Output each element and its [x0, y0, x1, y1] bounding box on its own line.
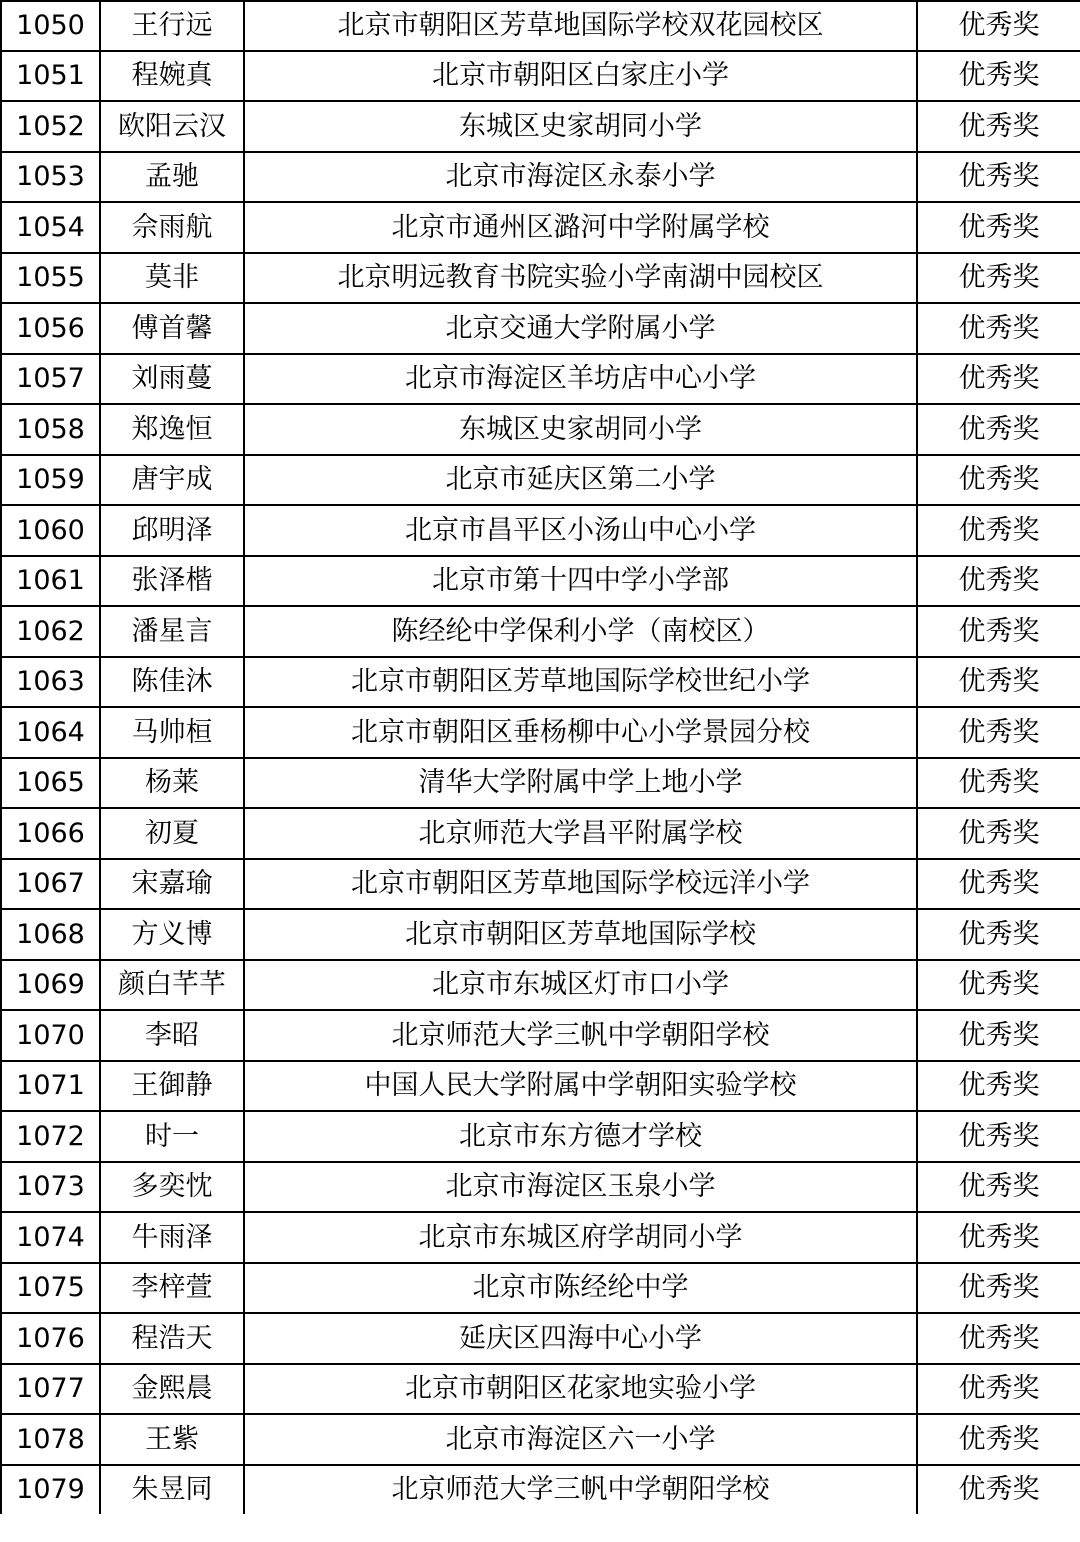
student-name-cell: 程婉真 [100, 51, 244, 102]
award-level-cell: 优秀奖 [917, 556, 1080, 607]
student-name-cell: 刘雨蔓 [100, 354, 244, 405]
award-level-cell: 优秀奖 [917, 505, 1080, 556]
award-level-cell: 优秀奖 [917, 1010, 1080, 1061]
school-name-cell: 清华大学附属中学上地小学 [244, 758, 917, 809]
table-row [1, 758, 1080, 809]
student-name-cell: 方义博 [100, 909, 244, 960]
student-name-cell: 佘雨航 [100, 202, 244, 253]
entry-number-cell: 1051 [1, 51, 100, 102]
student-name-cell: 牛雨泽 [100, 1212, 244, 1263]
school-name-cell: 北京市海淀区玉泉小学 [244, 1162, 917, 1213]
table-row [1, 808, 1080, 859]
table-row [1, 1010, 1080, 1061]
table-row [1, 1364, 1080, 1415]
entry-number-cell: 1065 [1, 758, 100, 809]
student-name-cell: 时一 [100, 1111, 244, 1162]
student-name-cell: 初夏 [100, 808, 244, 859]
entry-number-cell: 1057 [1, 354, 100, 405]
table-row [1, 707, 1080, 758]
award-level-cell: 优秀奖 [917, 253, 1080, 304]
school-name-cell: 延庆区四海中心小学 [244, 1313, 917, 1364]
entry-number-cell: 1064 [1, 707, 100, 758]
entry-number-cell: 1073 [1, 1162, 100, 1213]
entry-number-cell: 1076 [1, 1313, 100, 1364]
entry-number-cell: 1078 [1, 1414, 100, 1465]
student-name-cell: 多奕忱 [100, 1162, 244, 1213]
student-name-cell: 陈佳沐 [100, 657, 244, 708]
student-name-cell: 马帅桓 [100, 707, 244, 758]
award-level-cell: 优秀奖 [917, 303, 1080, 354]
award-level-cell: 优秀奖 [917, 960, 1080, 1011]
student-name-cell: 王紫 [100, 1414, 244, 1465]
student-name-cell: 莫非 [100, 253, 244, 304]
student-name-cell: 傅首馨 [100, 303, 244, 354]
table-row [1, 960, 1080, 1011]
school-name-cell: 北京市东城区灯市口小学 [244, 960, 917, 1011]
school-name-cell: 北京市通州区潞河中学附属学校 [244, 202, 917, 253]
entry-number-cell: 1062 [1, 606, 100, 657]
school-name-cell: 北京市海淀区羊坊店中心小学 [244, 354, 917, 405]
school-name-cell: 陈经纶中学保利小学（南校区） [244, 606, 917, 657]
entry-number-cell: 1075 [1, 1263, 100, 1314]
award-level-cell: 优秀奖 [917, 202, 1080, 253]
student-name-cell: 邱明泽 [100, 505, 244, 556]
award-level-cell: 优秀奖 [917, 859, 1080, 910]
student-name-cell: 杨莱 [100, 758, 244, 809]
table-row [1, 152, 1080, 203]
award-level-cell: 优秀奖 [917, 1313, 1080, 1364]
table-row [1, 303, 1080, 354]
award-level-cell: 优秀奖 [917, 1263, 1080, 1314]
school-name-cell: 北京市朝阳区芳草地国际学校远洋小学 [244, 859, 917, 910]
school-name-cell: 北京市朝阳区花家地实验小学 [244, 1364, 917, 1415]
student-name-cell: 张泽楷 [100, 556, 244, 607]
school-name-cell: 北京市第十四中学小学部 [244, 556, 917, 607]
entry-number-cell: 1055 [1, 253, 100, 304]
table-row [1, 606, 1080, 657]
award-table-body [1, 1, 1080, 1514]
student-name-cell: 潘星言 [100, 606, 244, 657]
entry-number-cell: 1072 [1, 1111, 100, 1162]
student-name-cell: 欧阳云汉 [100, 101, 244, 152]
school-name-cell: 北京市朝阳区垂杨柳中心小学景园分校 [244, 707, 917, 758]
entry-number-cell: 1060 [1, 505, 100, 556]
award-level-cell: 优秀奖 [917, 354, 1080, 405]
school-name-cell: 东城区史家胡同小学 [244, 404, 917, 455]
award-level-cell: 优秀奖 [917, 1111, 1080, 1162]
entry-number-cell: 1066 [1, 808, 100, 859]
student-name-cell: 孟驰 [100, 152, 244, 203]
school-name-cell: 北京市东城区府学胡同小学 [244, 1212, 917, 1263]
table-row [1, 909, 1080, 960]
table-row [1, 859, 1080, 910]
award-level-cell: 优秀奖 [917, 808, 1080, 859]
award-level-cell: 优秀奖 [917, 1364, 1080, 1415]
award-level-cell: 优秀奖 [917, 1061, 1080, 1112]
entry-number-cell: 1052 [1, 101, 100, 152]
table-row [1, 1111, 1080, 1162]
entry-number-cell: 1071 [1, 1061, 100, 1112]
award-level-cell: 优秀奖 [917, 455, 1080, 506]
award-level-cell: 优秀奖 [917, 404, 1080, 455]
student-name-cell: 程浩天 [100, 1313, 244, 1364]
table-row [1, 556, 1080, 607]
school-name-cell: 北京市陈经纶中学 [244, 1263, 917, 1314]
student-name-cell: 金熙晨 [100, 1364, 244, 1415]
table-row [1, 1465, 1080, 1515]
student-name-cell: 朱昱同 [100, 1465, 244, 1515]
school-name-cell: 北京师范大学三帆中学朝阳学校 [244, 1010, 917, 1061]
entry-number-cell: 1056 [1, 303, 100, 354]
student-name-cell: 李昭 [100, 1010, 244, 1061]
award-level-cell: 优秀奖 [917, 707, 1080, 758]
school-name-cell: 北京市朝阳区芳草地国际学校双花园校区 [244, 1, 917, 51]
student-name-cell: 郑逸恒 [100, 404, 244, 455]
school-name-cell: 北京市海淀区永泰小学 [244, 152, 917, 203]
table-row [1, 1212, 1080, 1263]
award-level-cell: 优秀奖 [917, 51, 1080, 102]
table-row [1, 354, 1080, 405]
school-name-cell: 北京师范大学昌平附属学校 [244, 808, 917, 859]
table-row [1, 404, 1080, 455]
school-name-cell: 北京市昌平区小汤山中心小学 [244, 505, 917, 556]
table-row [1, 1414, 1080, 1465]
table-row [1, 202, 1080, 253]
school-name-cell: 北京市延庆区第二小学 [244, 455, 917, 506]
table-row [1, 1313, 1080, 1364]
table-row [1, 1, 1080, 51]
entry-number-cell: 1053 [1, 152, 100, 203]
school-name-cell: 北京市东方德才学校 [244, 1111, 917, 1162]
student-name-cell: 王御静 [100, 1061, 244, 1112]
school-name-cell: 北京市海淀区六一小学 [244, 1414, 917, 1465]
entry-number-cell: 1068 [1, 909, 100, 960]
table-row [1, 1162, 1080, 1213]
table-row [1, 455, 1080, 506]
table-row [1, 1061, 1080, 1112]
award-level-cell: 优秀奖 [917, 1, 1080, 51]
award-level-cell: 优秀奖 [917, 152, 1080, 203]
entry-number-cell: 1079 [1, 1465, 100, 1515]
student-name-cell: 王行远 [100, 1, 244, 51]
school-name-cell: 北京明远教育书院实验小学南湖中园校区 [244, 253, 917, 304]
entry-number-cell: 1063 [1, 657, 100, 708]
award-level-cell: 优秀奖 [917, 909, 1080, 960]
student-name-cell: 李梓萱 [100, 1263, 244, 1314]
school-name-cell: 北京师范大学三帆中学朝阳学校 [244, 1465, 917, 1515]
entry-number-cell: 1077 [1, 1364, 100, 1415]
school-name-cell: 北京交通大学附属小学 [244, 303, 917, 354]
entry-number-cell: 1059 [1, 455, 100, 506]
table-row [1, 1263, 1080, 1314]
award-level-cell: 优秀奖 [917, 1162, 1080, 1213]
school-name-cell: 中国人民大学附属中学朝阳实验学校 [244, 1061, 917, 1112]
table-row [1, 51, 1080, 102]
award-level-cell: 优秀奖 [917, 1414, 1080, 1465]
student-name-cell: 唐宇成 [100, 455, 244, 506]
entry-number-cell: 1061 [1, 556, 100, 607]
table-row [1, 505, 1080, 556]
entry-number-cell: 1054 [1, 202, 100, 253]
award-level-cell: 优秀奖 [917, 1465, 1080, 1515]
entry-number-cell: 1058 [1, 404, 100, 455]
table-row [1, 253, 1080, 304]
award-level-cell: 优秀奖 [917, 606, 1080, 657]
school-name-cell: 北京市朝阳区芳草地国际学校世纪小学 [244, 657, 917, 708]
student-name-cell: 颜白芊芊 [100, 960, 244, 1011]
table-row [1, 101, 1080, 152]
table-row [1, 657, 1080, 708]
school-name-cell: 北京市朝阳区白家庄小学 [244, 51, 917, 102]
award-level-cell: 优秀奖 [917, 1212, 1080, 1263]
entry-number-cell: 1069 [1, 960, 100, 1011]
award-level-cell: 优秀奖 [917, 657, 1080, 708]
award-level-cell: 优秀奖 [917, 758, 1080, 809]
school-name-cell: 北京市朝阳区芳草地国际学校 [244, 909, 917, 960]
entry-number-cell: 1070 [1, 1010, 100, 1061]
entry-number-cell: 1050 [1, 1, 100, 51]
entry-number-cell: 1067 [1, 859, 100, 910]
award-level-cell: 优秀奖 [917, 101, 1080, 152]
school-name-cell: 东城区史家胡同小学 [244, 101, 917, 152]
student-name-cell: 宋嘉瑜 [100, 859, 244, 910]
entry-number-cell: 1074 [1, 1212, 100, 1263]
